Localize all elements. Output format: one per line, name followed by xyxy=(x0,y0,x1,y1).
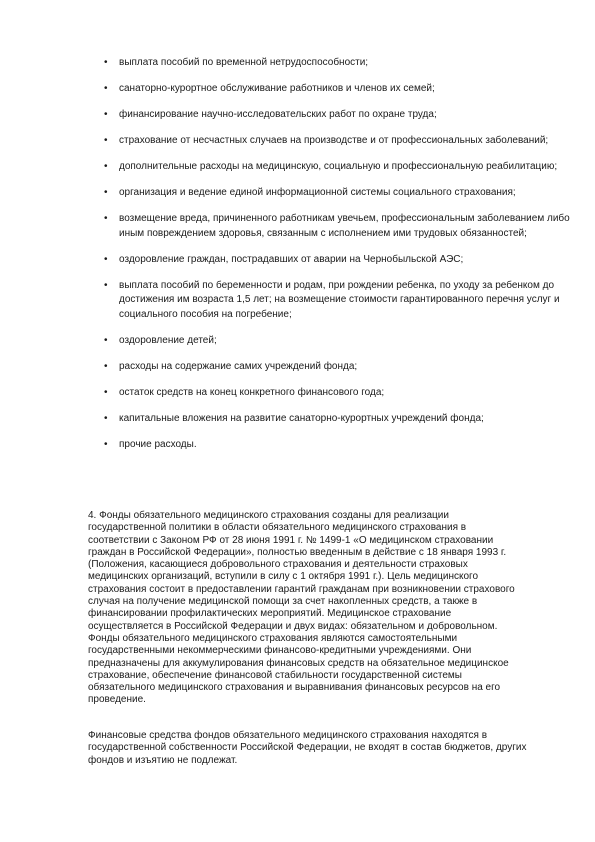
list-item xyxy=(104,212,574,241)
list-item xyxy=(104,412,574,427)
list-item-text: расходы на содержание самих учреждений фонда; xyxy=(119,360,358,372)
list-item-text: выплата пособий по временной нетрудоспособности; xyxy=(119,57,369,68)
list-item xyxy=(104,253,574,268)
bullet-marker: • xyxy=(104,109,108,120)
list-item xyxy=(104,82,574,97)
list-item xyxy=(104,334,574,349)
bullet-marker: • xyxy=(104,334,108,346)
bullet-marker: • xyxy=(104,135,108,146)
bullet-marker: • xyxy=(104,438,108,450)
list-item xyxy=(104,360,574,375)
list-item-text: санаторно-курортное обслуживание работников и членов их семей; xyxy=(119,83,435,94)
bullet-marker: • xyxy=(104,253,108,265)
funds-ownership-paragraph: Финансовые средства фондов обязательного медицинского страхования находятся в государственной собственности Российской Федерации, не входят в состав бюджетов, других фондов и изъятию не подлежат. xyxy=(88,730,527,766)
list-item xyxy=(104,438,574,453)
list-item-text: организация и ведение единой информационной системы социального страхования; xyxy=(119,187,516,198)
bullet-marker: • xyxy=(104,213,108,224)
list-item xyxy=(104,386,574,401)
bullet-marker: • xyxy=(104,187,108,198)
list-item xyxy=(104,186,574,201)
list-item xyxy=(104,279,574,323)
list-item xyxy=(104,56,574,71)
list-item-text: выплата пособий по беременности и родам, при рождении ребенка, по уходу за ребенком до достижения им возраста 1,5 лет; на возмещение стоимости гарантированного перечня услуг и социального пособия на погребение; xyxy=(119,279,560,320)
list-item xyxy=(104,134,574,149)
bullet-marker: • xyxy=(104,57,108,68)
bullet-marker: • xyxy=(104,360,108,372)
bullet-marker: • xyxy=(104,279,108,291)
list-item-text: остаток средств на конец конкретного финансового года; xyxy=(119,386,385,398)
bullet-marker: • xyxy=(104,161,108,172)
list-item-text: возмещение вреда, причиненного работникам увечьем, профессиональным заболеванием либо иным повреждением здоровья, связанным с исполнением ими трудовых обязанностей; xyxy=(119,213,570,239)
list-item-text: капитальные вложения на развитие санаторно-курортных учреждений фонда; xyxy=(119,412,484,424)
expense-bullet-list xyxy=(104,56,574,464)
bullet-marker: • xyxy=(104,386,108,398)
list-item-text: оздоровление граждан, пострадавших от аварии на Чернобыльской АЭС; xyxy=(119,253,464,265)
list-item-text: страхование от несчастных случаев на производстве и от профессиональных заболеваний; xyxy=(119,135,549,146)
list-item-text: дополнительные расходы на медицинскую, социальную и профессиональную реабилитацию; xyxy=(119,161,558,172)
list-item xyxy=(104,108,574,123)
bullet-marker: • xyxy=(104,83,108,94)
list-item xyxy=(104,160,574,175)
bullet-marker: • xyxy=(104,412,108,424)
list-item-text: оздоровление детей; xyxy=(119,334,217,346)
list-item-text: финансирование научно-исследовательских работ по охране труда; xyxy=(119,109,437,120)
medical-insurance-funds-paragraph: 4. Фонды обязательного медицинского страхования созданы для реализации государственной политики в области обязательного медицинского страхования в соответствии с Законом РФ от 28 июня 1991 г. № 1499-1 «О медицинском страховании граждан в Российской Федерации», полностью введенным в действие с 18 января 1993 г. (Положения, касающиеся добровольного страхования и деятельности страховых медицинских организаций, вступили в силу с 1 октября 1991 г.). Цель медицинского страхования состоит в предоставлении гарантий гражданам при возникновении страхового случая на получение медицинской помощи за счет накопленных средств, а также в финансировании профилактических мероприятий. Медицинское страхование осуществляется в Российской Федерации и двух видах: обязательном и добровольном. Фонды обязательного медицинского страхования являются самостоятельными государственными некоммерческими финансово-кредитными учреждениями. Они предназначены для аккумулирования финансовых средств на обязательное медицинское страхование, обеспечение финансовой стабильности государственной системы обязательного медицинского страхования и выравнивания финансовых ресурсов на его проведение. xyxy=(88,510,515,706)
list-item-text: прочие расходы. xyxy=(119,438,197,450)
